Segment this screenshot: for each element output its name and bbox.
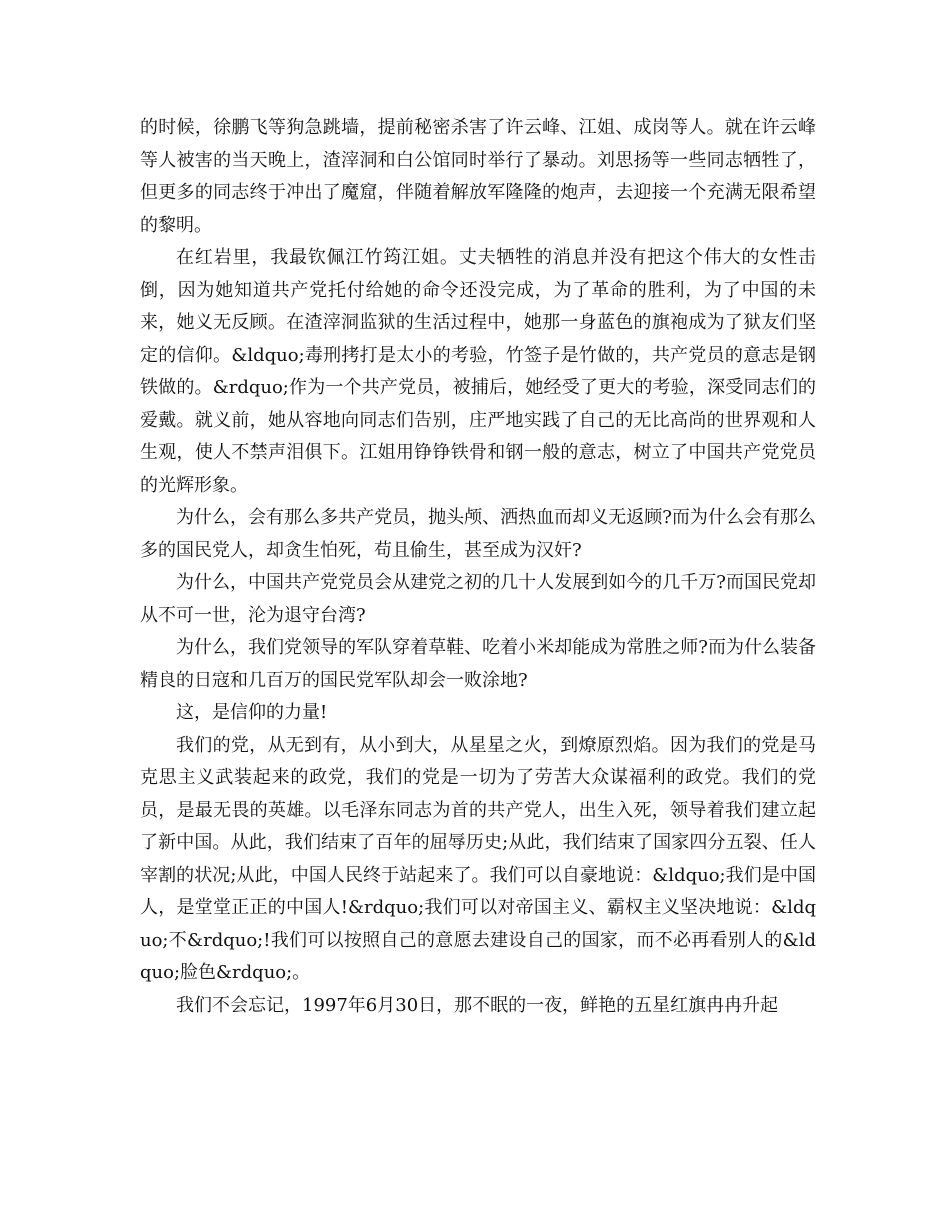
document-page — [140, 112, 816, 1022]
paragraph-8: 我们不会忘记，1997年6月30日，那不眠的一夜，鲜艳的五星红旗冉冉升起 — [176, 994, 779, 1016]
paragraph-1: 的时候，徐鹏飞等狗急跳墙，提前秘密杀害了许云峰、江姐、成岗等人。就在许云峰等人被害的当天晚上，渣滓洞和白公馆同时举行了暴动。刘思扬等一些同志牺牲了，但更多的同志终于冲出了魔窟，伴随着解放军隆隆的炮声，去迎接一个充满无限希望的黎明。 — [140, 117, 816, 236]
paragraph-4: 为什么，中国共产党党员会从建党之初的几十人发展到如今的几千万?而国民党却从不可一世，沦为退守台湾? — [140, 572, 816, 626]
paragraph-2: 在红岩里，我最钦佩江竹筠江姐。丈夫牺牲的消息并没有把这个伟大的女性击倒，因为她知道共产党托付给她的命令还没完成，为了革命的胜利，为了中国的未来，她义无反顾。在渣滓洞监狱的生活过程中，她那一身蓝色的旗袍成为了狱友们坚定的信仰。&ldquo;毒刑拷打是太小的考验，竹签子是竹做的，共产党员的意志是钢铁做的。&rdquo;作为一个共产党员，被捕后，她经受了更大的考验，深受同志们的爱戴。就义前，她从容地向同志们告别，庄严地实践了自己的无比高尚的世界观和人生观，使人不禁声泪俱下。江姐用铮铮铁骨和钢一般的意志，树立了中国共产党党员的光辉形象。 — [140, 247, 816, 496]
paragraph-5: 为什么，我们党领导的军队穿着草鞋、吃着小米却能成为常胜之师?而为什么装备精良的日寇和几百万的国民党军队却会一败涂地? — [140, 637, 816, 691]
paragraph-7: 我们的党，从无到有，从小到大，从星星之火，到燎原烈焰。因为我们的党是马克思主义武装起来的政党，我们的党是一切为了劳苦大众谋福利的政党。我们的党员，是最无畏的英雄。以毛泽东同志为首的共产党人，出生入死，领导着我们建立起了新中国。从此，我们结束了百年的屈辱历史;从此，我们结束了国家四分五裂、任人宰割的状况;从此，中国人民终于站起来了。我们可以自豪地说：&ldquo;我们是中国人，是堂堂正正的中国人!&rdquo;我们可以对帝国主义、霸权主义坚决地说：&ldquo;不&rdquo;!我们可以按照自己的意愿去建设自己的国家，而不必再看别人的&ldquo;脸色&rdquo;。 — [140, 734, 816, 983]
paragraph-6: 这，是信仰的力量! — [176, 702, 328, 723]
paragraph-3: 为什么，会有那么多共产党员，抛头颅、洒热血而却义无返顾?而为什么会有那么多的国民党人，却贪生怕死，苟且偷生，甚至成为汉奸? — [140, 507, 816, 561]
